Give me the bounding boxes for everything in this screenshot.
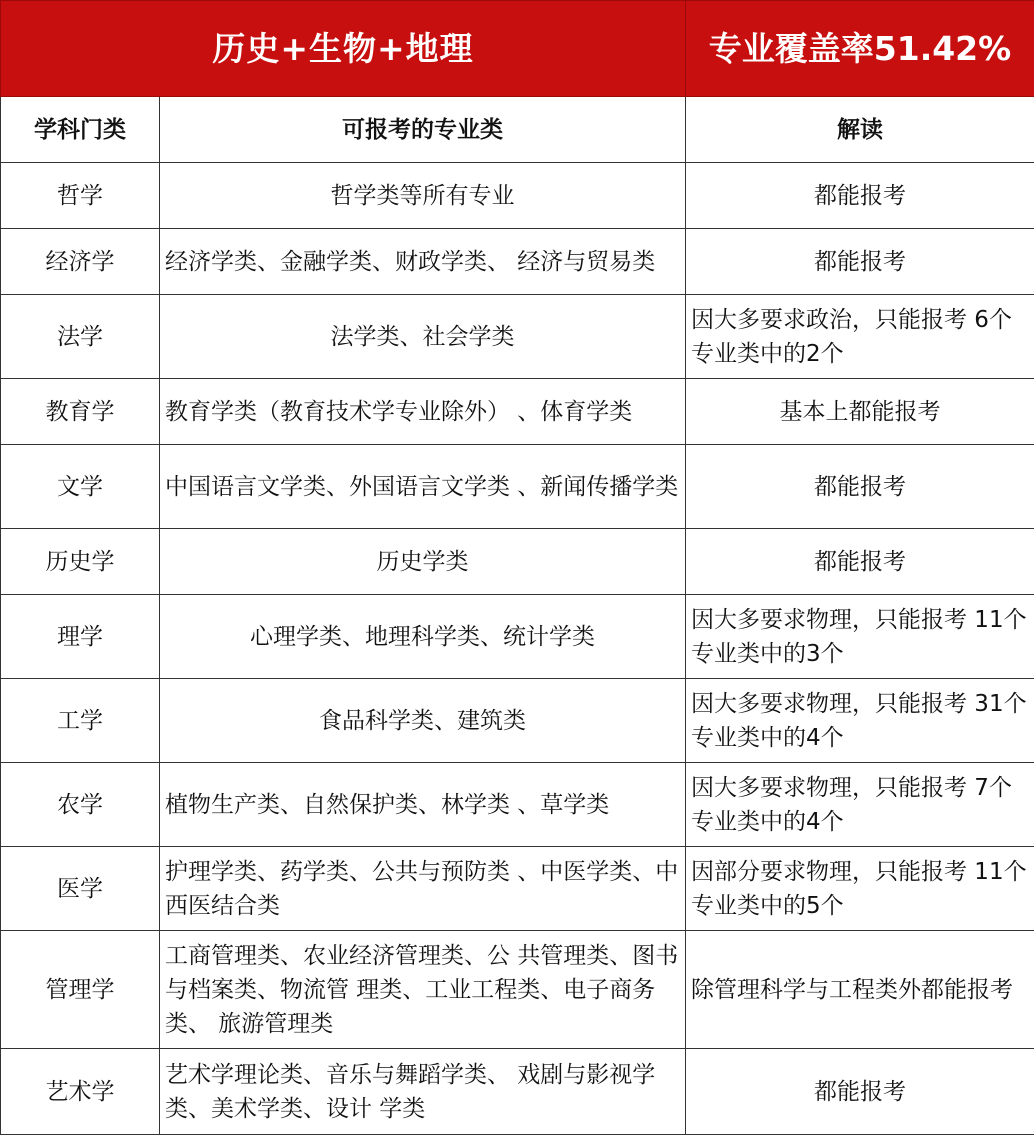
table-row [1,163,1034,229]
table-row [1,931,1034,1049]
majors-cell: 植物生产类、自然保护类、林学类 、草学类 [160,763,686,847]
discipline-cell: 文学 [1,445,160,529]
table-row [1,847,1034,931]
column-header-majors: 可报考的专业类 [160,97,686,163]
discipline-cell: 教育学 [1,379,160,445]
majors-cell: 经济学类、金融学类、财政学类、 经济与贸易类 [160,229,686,295]
discipline-cell: 医学 [1,847,160,931]
table-row [1,295,1034,379]
note-cell: 都能报考 [686,163,1034,229]
subject-combination-title: 历史+生物+地理 [1,1,686,97]
majors-cell: 法学类、社会学类 [160,295,686,379]
column-header-row [1,97,1034,163]
majors-cell: 教育学类（教育技术学专业除外） 、体育学类 [160,379,686,445]
table-row [1,679,1034,763]
note-cell: 都能报考 [686,445,1034,529]
majors-cell: 历史学类 [160,529,686,595]
table-row [1,379,1034,445]
discipline-cell: 历史学 [1,529,160,595]
note-cell: 都能报考 [686,1049,1034,1135]
discipline-cell: 哲学 [1,163,160,229]
discipline-cell: 经济学 [1,229,160,295]
column-header-note: 解读 [686,97,1034,163]
table-row [1,595,1034,679]
table-row [1,1049,1034,1135]
note-cell: 因大多要求物理，只能报考 7个专业类中的4个 [686,763,1034,847]
table-row [1,445,1034,529]
note-cell: 因部分要求物理，只能报考 11个专业类中的5个 [686,847,1034,931]
discipline-cell: 法学 [1,295,160,379]
majors-cell: 艺术学理论类、音乐与舞蹈学类、 戏剧与影视学类、美术学类、设计 学类 [160,1049,686,1135]
table-row [1,763,1034,847]
note-cell: 除管理科学与工程类外都能报考 [686,931,1034,1049]
table-row [1,229,1034,295]
note-cell: 都能报考 [686,529,1034,595]
majors-cell: 中国语言文学类、外国语言文学类 、新闻传播学类 [160,445,686,529]
header-row [1,1,1034,97]
majors-cell: 护理学类、药学类、公共与预防类 、中医学类、中西医结合类 [160,847,686,931]
discipline-cell: 农学 [1,763,160,847]
majors-cell: 食品科学类、建筑类 [160,679,686,763]
majors-cell: 哲学类等所有专业 [160,163,686,229]
table-row [1,529,1034,595]
note-cell: 基本上都能报考 [686,379,1034,445]
majors-cell: 工商管理类、农业经济管理类、公 共管理类、图书与档案类、物流管 理类、工业工程类、电子商务类、 旅游管理类 [160,931,686,1049]
discipline-cell: 管理学 [1,931,160,1049]
discipline-cell: 理学 [1,595,160,679]
column-header-discipline: 学科门类 [1,97,160,163]
majors-cell: 心理学类、地理科学类、统计学类 [160,595,686,679]
discipline-cell: 工学 [1,679,160,763]
discipline-cell: 艺术学 [1,1049,160,1135]
note-cell: 因大多要求政治，只能报考 6个专业类中的2个 [686,295,1034,379]
note-cell: 都能报考 [686,229,1034,295]
coverage-rate: 专业覆盖率51.42% [686,1,1034,97]
note-cell: 因大多要求物理，只能报考 11个专业类中的3个 [686,595,1034,679]
note-cell: 因大多要求物理，只能报考 31个专业类中的4个 [686,679,1034,763]
